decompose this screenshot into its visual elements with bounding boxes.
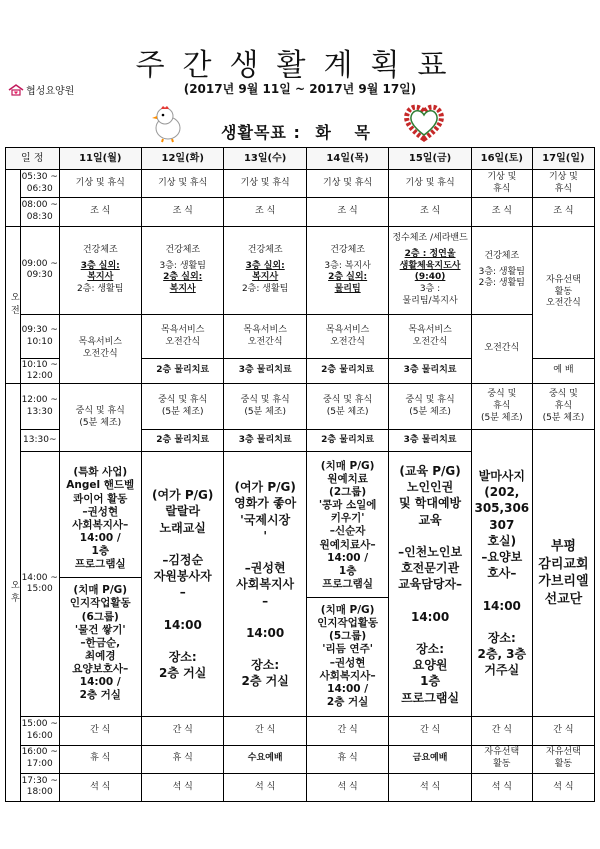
health-exercise-label: 건강체조 <box>484 250 520 261</box>
cell-snack-tue: 간 식 <box>141 717 223 745</box>
cell-breakfast-mon: 조 식 <box>59 198 141 226</box>
cell-worship-sun: 예 배 <box>532 359 594 384</box>
health-exercise-label: 건강체조 <box>165 244 201 255</box>
life-goal <box>0 120 600 143</box>
day-header-fri: 15일(금) <box>389 148 471 170</box>
cell-exercise-mon <box>59 226 141 315</box>
cell-physio-pm-thu: 2층 물리치료 <box>306 430 388 452</box>
cell-dinner-sat: 석 식 <box>471 773 532 801</box>
cell-breakfast-tue: 조 식 <box>141 198 223 226</box>
cell-pm-mon <box>59 452 141 717</box>
cell-wake-tue: 기상 및 휴식 <box>141 170 223 198</box>
cell-rest-tue: 휴 식 <box>141 745 223 773</box>
tue-ex-line2: 2층 실외: <box>163 272 203 283</box>
row-wake <box>6 170 595 198</box>
day-header-tue: 12일(화) <box>141 148 223 170</box>
cell-lunch-fri: 중식 및 휴식 (5분 체조) <box>389 384 471 430</box>
page-title: 주간생활계획표 <box>135 48 465 83</box>
cell-wed-worship: 수요예배 <box>224 745 306 773</box>
time-1500: 15:00 ~ 16:00 <box>20 717 59 745</box>
cell-dinner-wed: 석 식 <box>224 773 306 801</box>
cell-fri-worship: 금요예배 <box>389 745 471 773</box>
tue-ex-line1: 3층: 생활팀 <box>159 260 206 271</box>
cell-physio-thu: 2층 물리치료 <box>306 359 388 384</box>
cell-snack-wed: 간 식 <box>224 717 306 745</box>
time-1200: 12:00 ~ 13:30 <box>20 384 59 430</box>
heart-wreath-icon <box>402 101 446 143</box>
time-1330: 13:30~ <box>20 430 59 452</box>
cell-dinner-tue: 석 식 <box>141 773 223 801</box>
cell-dinner-fri: 석 식 <box>389 773 471 801</box>
time-0900: 09:00 ~ 09:30 <box>20 226 59 315</box>
cell-lunch-tue: 중식 및 휴식 (5분 체조) <box>141 384 223 430</box>
cell-wake-thu: 기상 및 휴식 <box>306 170 388 198</box>
goal-label: 생활목표 : <box>221 123 301 142</box>
cell-bath-tue: 목욕서비스 오전간식 <box>141 315 223 359</box>
date-range: (2017년 9월 11일 ~ 2017년 9월 17일) <box>183 82 417 96</box>
thu-ex-line1: 3층: 복지사 <box>324 260 371 271</box>
row-lunch <box>6 384 595 430</box>
cell-physio-pm-tue: 2층 물리치료 <box>141 430 223 452</box>
cell-rest-mon: 휴 식 <box>59 745 141 773</box>
cell-free-activity-sun: 자유선택 활동 오전간식 <box>532 226 594 359</box>
row-dinner <box>6 773 595 801</box>
cell-pm-tue <box>141 452 223 717</box>
cell-physio-wed: 3층 물리치료 <box>224 359 306 384</box>
cell-bath-fri: 목욕서비스 오전간식 <box>389 315 471 359</box>
cell-dinner-sun: 석 식 <box>532 773 594 801</box>
row-rest <box>6 745 595 773</box>
cell-breakfast-sun: 조 식 <box>532 198 594 226</box>
cell-rest-thu: 휴 식 <box>306 745 388 773</box>
cell-wake-wed: 기상 및 휴식 <box>224 170 306 198</box>
health-exercise-label: 건강체조 <box>330 244 365 255</box>
time-0530: 05:30 ~ 06:30 <box>20 170 59 198</box>
health-exercise-label: 건강체조 <box>247 244 283 255</box>
time-0800: 08:00 ~ 08:30 <box>20 198 59 226</box>
mon-ex-line1: 3층 실외: <box>80 260 120 271</box>
part-pm: 오후 <box>6 384 21 802</box>
mon-ex-line3: 2층: 생활팀 <box>77 284 124 295</box>
cell-wake-fri: 기상 및 휴식 <box>389 170 471 198</box>
mon-pm-program-2: (치매 P/G) 인지작업활동 (6그룹) '물건 쌓기' –한금순, 최예경 요양보호사– 14:00 / 2층 거실 <box>69 584 131 702</box>
cell-pm-fri <box>389 452 471 717</box>
cell-exercise-wed <box>224 226 306 315</box>
logo-text: 협성요양원 <box>26 86 75 97</box>
cell-free-sat: 자유선택 활동 <box>471 745 532 773</box>
sat-ex-line2: 2층: 생활팀 <box>478 278 526 289</box>
cell-am-snack-sat: 오전간식 <box>471 315 532 384</box>
day-header-sat: 16일(토) <box>471 148 532 170</box>
health-exercise-label: 건강체조 <box>82 244 118 255</box>
part-blank <box>6 170 21 226</box>
fri-ex-line5: 물리팀/복지사 <box>402 295 458 306</box>
part-am: 오전 <box>6 226 21 383</box>
row-breakfast <box>6 198 595 226</box>
cell-exercise-tue <box>141 226 223 315</box>
cell-snack-thu: 간 식 <box>306 717 388 745</box>
weekly-schedule-table <box>5 147 595 802</box>
cell-exercise-fri <box>389 226 471 315</box>
cell-lunch-sat: 중식 및 휴식 (5분 체조) <box>471 384 532 430</box>
mon-ex-line2: 복지사 <box>87 272 114 283</box>
sun-pm-program: 부평 감리교회 가브리엘 선교단 <box>538 539 589 607</box>
fri-exercise-label: 정수체조 /세라밴드 <box>392 233 468 244</box>
fri-pm-program: (교육 P/G) 노인인권 및 학대예방 교육 –인천노인보 호전문기관 교육담당자– 14:00 장소: 요양원 1층 프로그램실 <box>398 464 463 705</box>
row-snack <box>6 717 595 745</box>
day-header-sun: 17일(일) <box>532 148 594 170</box>
cell-breakfast-wed: 조 식 <box>224 198 306 226</box>
cell-lunch-sun: 중식 및 휴식 (5분 체조) <box>532 384 594 430</box>
cell-pm-wed <box>224 452 306 717</box>
time-1600: 16:00 ~ 17:00 <box>20 745 59 773</box>
wed-ex-line3: 2층: 생활팀 <box>241 284 289 295</box>
row-exercise <box>6 226 595 315</box>
cell-bath-thu: 목욕서비스 오전간식 <box>306 315 388 359</box>
time-1730: 17:30 ~ 18:00 <box>20 773 59 801</box>
cell-snack-mon: 간 식 <box>59 717 141 745</box>
cell-wake-mon: 기상 및 휴식 <box>59 170 141 198</box>
mon-pm-program-1: (특화 사업) Angel 핸드벨 콰이어 활동 –권성현 사회복지사– 14:00 / 1층 프로그램실 <box>66 466 135 571</box>
cell-snack-sun: 간 식 <box>532 717 594 745</box>
day-header-thu: 14일(목) <box>306 148 388 170</box>
cell-snack-sat: 간 식 <box>471 717 532 745</box>
cell-pm-sat <box>471 430 532 717</box>
cell-pm-sun <box>532 430 594 717</box>
sat-ex-line1: 3층: 생활팀 <box>478 266 526 277</box>
thu-pm-program-2: (치매 P/G) 인지작업활동 (5그룹) '리듬 연주' –권성현 사회복지사– 14:00 / 2층 거실 <box>317 604 379 708</box>
cell-exercise-thu <box>306 226 388 315</box>
cell-bath-wed: 목욕서비스 오전간식 <box>224 315 306 359</box>
cell-exercise-sat <box>471 226 532 315</box>
thu-pm-program-1: (치매 P/G) 원예치료 (2그룹) '콩과 소일에 키우기' –신순자 원예치료사– 14:00 / 1층 프로그램실 <box>318 459 377 590</box>
time-0930: 09:30 ~ 10:10 <box>20 315 59 359</box>
thu-ex-line2: 2층 실외: <box>328 272 368 283</box>
fri-ex-line1: 2층 : 정연울 <box>404 248 456 259</box>
cell-lunch-wed: 중식 및 휴식 (5분 체조) <box>224 384 306 430</box>
wed-ex-line1: 3층 실외: <box>245 260 285 271</box>
cell-physio-fri: 3층 물리치료 <box>389 359 471 384</box>
cell-wake-sun: 기상 및 휴식 <box>532 170 594 198</box>
day-header-mon: 11일(월) <box>59 148 141 170</box>
wed-ex-line2: 복지사 <box>252 272 279 283</box>
tue-ex-line3: 복지사 <box>169 284 196 295</box>
time-1010: 10:10 ~ 12:00 <box>20 359 59 384</box>
cell-dinner-thu: 석 식 <box>306 773 388 801</box>
goal-day-1: 화 <box>315 123 332 142</box>
cell-bath-mon: 목욕서비스 오전간식 <box>59 315 141 384</box>
cell-breakfast-fri: 조 식 <box>389 198 471 226</box>
cell-free-sun: 자유선택 활동 <box>532 745 594 773</box>
cell-snack-fri: 간 식 <box>389 717 471 745</box>
cell-lunch-thu: 중식 및 휴식 (5분 체조) <box>306 384 388 430</box>
cell-pm-thu <box>306 452 388 717</box>
cell-lunch-mon: 중식 및 휴식 (5분 체조) <box>59 384 141 452</box>
cell-wake-sat: 기상 및 휴식 <box>471 170 532 198</box>
schedule-header: 일 정 <box>6 148 60 170</box>
cell-breakfast-thu: 조 식 <box>306 198 388 226</box>
sat-pm-program: 발마사지 (202, 305,306 307 호실) –요양보 호사– 14:00 장소: 2층, 3층 거주실 <box>474 469 530 678</box>
cell-dinner-mon: 석 식 <box>59 773 141 801</box>
fri-ex-line3: (9:40) <box>414 272 446 283</box>
time-1400: 14:00 ~ 15:00 <box>20 452 59 717</box>
fri-ex-line4: 3층 : <box>419 284 441 295</box>
day-header-wed: 13일(수) <box>224 148 306 170</box>
header-row <box>6 148 595 170</box>
cell-physio-pm-fri: 3층 물리치료 <box>389 430 471 452</box>
cell-physio-pm-wed: 3층 물리치료 <box>224 430 306 452</box>
cell-breakfast-sat: 조 식 <box>471 198 532 226</box>
goal-day-2: 목 <box>354 123 371 142</box>
row-bath <box>6 315 595 359</box>
cell-physio-tue: 2층 물리치료 <box>141 359 223 384</box>
wed-pm-program: (여가 P/G) 영화가 좋아 '국제시장 ' –권성현 사회복지사 – 14:00 장소: 2층 거실 <box>234 480 297 689</box>
thu-ex-line3: 물리팀 <box>334 284 361 295</box>
fri-ex-line2: 생활체육지도사 <box>399 260 461 271</box>
tue-pm-program: (여가 P/G) 랄랄라 노래교실 –김정순 자원봉사자 – 14:00 장소: 2층 거실 <box>152 488 214 681</box>
